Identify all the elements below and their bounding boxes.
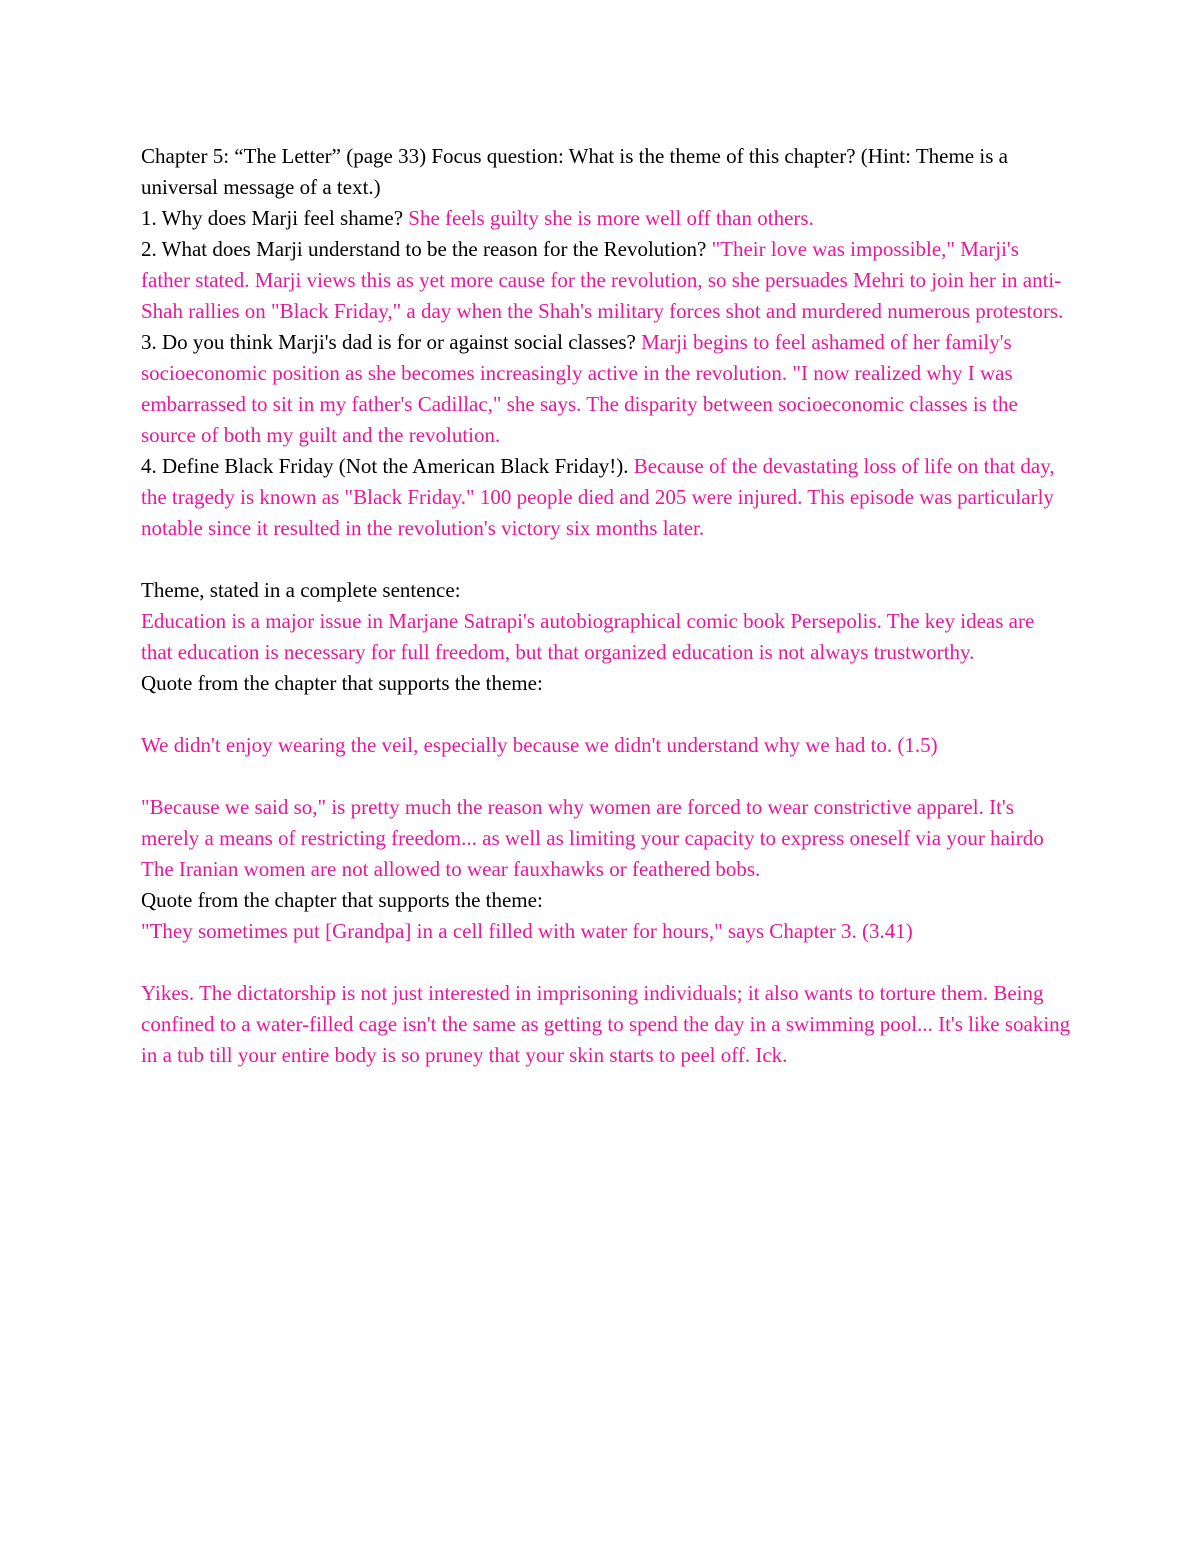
- quote-1-text: We didn't enjoy wearing the veil, especially because we didn't understand why we had to. (1.5): [141, 733, 938, 757]
- answer-4-text: Because of the devastating loss of life on that day, the tragedy is known as "Black Friday." 100 people died and 205 were injured. This episode was particularly notable since it resulted in the revolution's victory six months later.: [141, 454, 1055, 540]
- spacer: [141, 947, 1071, 978]
- quote-2-label: Quote from the chapter that supports the theme:: [141, 888, 543, 912]
- answer-1-text: She feels guilty she is more well off than others.: [408, 206, 814, 230]
- quote-2-text: "They sometimes put [Grandpa] in a cell filled with water for hours," says Chapter 3. (3.41): [141, 919, 913, 943]
- question-4-text: 4. Define Black Friday (Not the American Black Friday!).: [141, 454, 634, 478]
- question-1-text: 1. Why does Marji feel shame?: [141, 206, 409, 230]
- chapter-intro: Chapter 5: “The Letter” (page 33) Focus question: What is the theme of this chapter? (Hint: Theme is a universal message of a text.): [141, 144, 1008, 199]
- theme-label: Theme, stated in a complete sentence:: [141, 578, 461, 602]
- answer-2-text: "Their love was impossible," Marji's father stated. Marji views this as yet more cause for the revolution, so she persuades Mehri to join her in anti-Shah rallies on "Black Friday," a day when the Shah's military forces shot and murdered numerous protestors.: [141, 237, 1064, 323]
- spacer: [141, 544, 1071, 575]
- answer-3-text: Marji begins to feel ashamed of her family's socioeconomic position as she becomes increasingly active in the revolution. "I now realized why I was embarrassed to sit in my father's Cadillac," she says. The disparity between socioeconomic classes is the source of both my guilt and the revolution.: [141, 330, 1018, 447]
- spacer: [141, 761, 1071, 792]
- document-page: [141, 141, 1071, 1071]
- spacer: [141, 699, 1071, 730]
- quote-1-label: Quote from the chapter that supports the theme:: [141, 671, 543, 695]
- question-3: [141, 327, 1071, 451]
- quote-1-explanation: "Because we said so," is pretty much the reason why women are forced to wear constrictive apparel. It's merely a means of restricting freedom... as well as limiting your capacity to express oneself via your hairdo The Iranian women are not allowed to wear fauxhawks or feathered bobs.: [141, 795, 1044, 881]
- question-1: [141, 203, 1071, 234]
- question-3-text: 3. Do you think Marji's dad is for or against social classes?: [141, 330, 642, 354]
- question-2-text: 2. What does Marji understand to be the reason for the Revolution?: [141, 237, 712, 261]
- question-2: [141, 234, 1071, 327]
- question-4: [141, 451, 1071, 544]
- theme-answer: Education is a major issue in Marjane Satrapi's autobiographical comic book Persepolis. The key ideas are that education is necessary for full freedom, but that organized education is not always trustworthy.: [141, 609, 1035, 664]
- quote-2-explanation: Yikes. The dictatorship is not just interested in imprisoning individuals; it also wants to torture them. Being confined to a water-filled cage isn't the same as getting to spend the day in a swimming pool... It's like soaking in a tub till your entire body is so pruney that your skin starts to peel off. Ick.: [141, 981, 1071, 1067]
